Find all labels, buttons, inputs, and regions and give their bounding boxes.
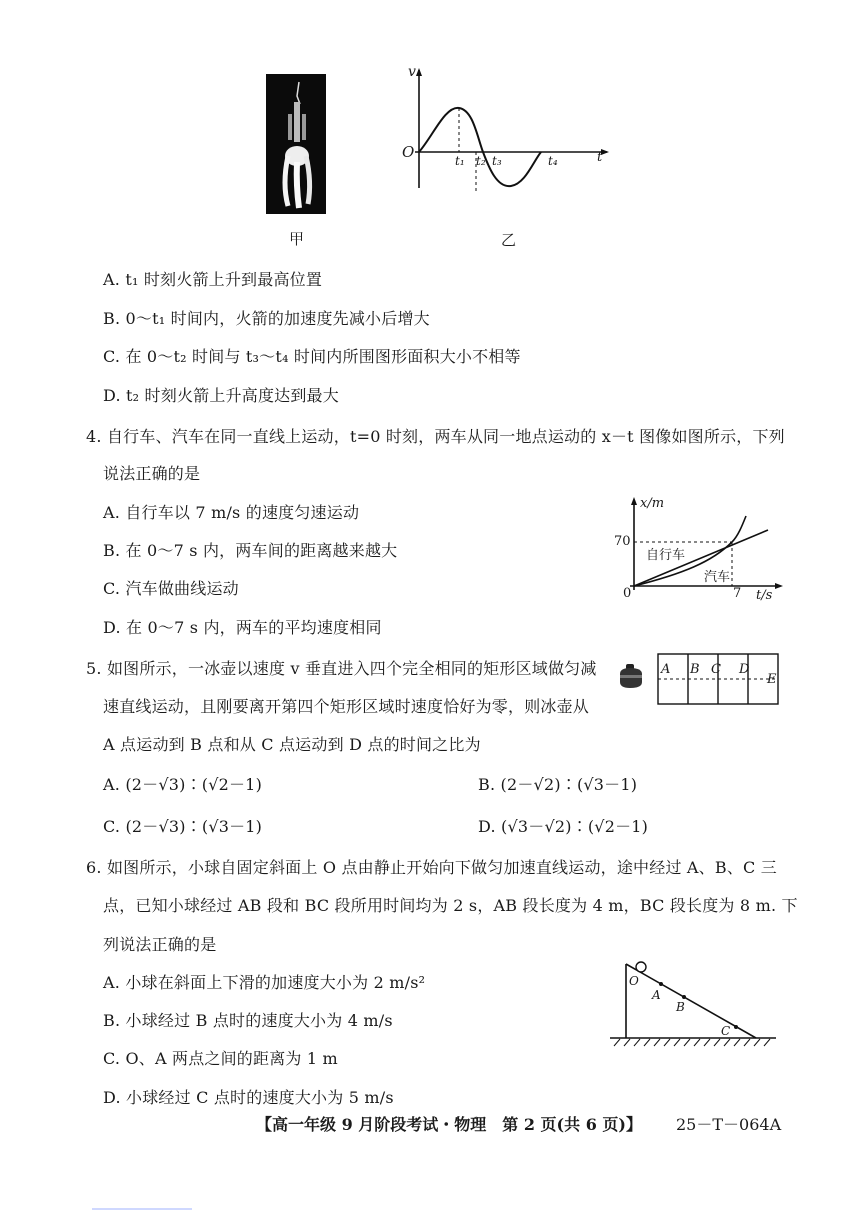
xt-origin: 0 xyxy=(623,586,632,601)
incline-figure xyxy=(610,958,780,1052)
caption-yi: 乙 xyxy=(501,231,517,249)
q3-option-b: B. 0～t₁ 时间内，火箭的加速度先减小后增大 xyxy=(103,309,430,328)
rocket-photo xyxy=(266,74,326,214)
xt-xtick-7: 7 xyxy=(733,586,742,601)
curling-label-c: C xyxy=(711,662,721,677)
xt-ylabel: x/m xyxy=(640,496,665,511)
xt-xlabel: t/s xyxy=(756,588,773,603)
vt-curve xyxy=(419,108,541,186)
incline-label-a: A xyxy=(652,988,661,1002)
xt-ytick-70: 70 xyxy=(614,534,631,549)
vt-t4-label: t₄ xyxy=(548,154,558,168)
q6-stem-line1: 6. 如图所示，小球自固定斜面上 O 点由静止开始向下做匀加速直线运动，途中经过 A、B、C 三 xyxy=(86,858,777,877)
q5-option-d: D. (√3－√2)∶(√2－1) xyxy=(478,817,649,836)
curling-label-d: D xyxy=(739,662,750,677)
caption-jia: 甲 xyxy=(289,230,305,248)
vt-t1-label: t₁ xyxy=(455,154,465,168)
q4-option-a: A. 自行车以 7 m/s 的速度匀速运动 xyxy=(103,503,360,522)
q6-stem-line3: 列说法正确的是 xyxy=(103,935,217,954)
curling-label-e: E xyxy=(767,672,777,687)
q5-stem-line2: 速直线运动，且刚要离开第四个矩形区域时速度恰好为零，则冰壶从 xyxy=(103,697,590,716)
xt-car-label: 汽车 xyxy=(704,570,731,585)
q4-option-b: B. 在 0～7 s 内，两车间的距离越来越大 xyxy=(103,541,398,560)
q3-option-a: A. t₁ 时刻火箭上升到最高位置 xyxy=(103,270,323,289)
q6-option-d: D. 小球经过 C 点时的速度大小为 5 m/s xyxy=(103,1088,394,1107)
xt-bike-label: 自行车 xyxy=(646,548,686,563)
vt-origin-label: O xyxy=(402,143,415,161)
scan-artifact-line xyxy=(92,1208,192,1210)
q4-stem-line1: 4. 自行车、汽车在同一直线上运动，t=0 时刻，两车从同一地点运动的 x－t 图像如图所示，下列 xyxy=(86,427,785,446)
ball xyxy=(636,962,646,972)
q4-option-c: C. 汽车做曲线运动 xyxy=(103,579,239,598)
vt-graph xyxy=(395,66,615,196)
vt-t2-label: t₂ xyxy=(476,154,486,168)
q6-option-c: C. O、A 两点之间的距离为 1 m xyxy=(103,1049,338,1068)
incline-label-o: O xyxy=(629,974,639,988)
q6-option-a: A. 小球在斜面上下滑的加速度大小为 2 m/s² xyxy=(103,973,426,992)
incline-label-c: C xyxy=(721,1024,731,1038)
vt-t3-label: t₃ xyxy=(492,154,502,168)
q5-option-b: B. (2－√2)∶(√3－1) xyxy=(478,775,638,794)
incline-label-b: B xyxy=(676,1000,685,1014)
q6-stem-line2: 点，已知小球经过 AB 段和 BC 段所用时间均为 2 s，AB 段长度为 4 m，BC 段长度为 8 m. 下 xyxy=(103,896,798,915)
page-footer-code: 25－T－064A xyxy=(676,1115,782,1134)
q6-option-b: B. 小球经过 B 点时的速度大小为 4 m/s xyxy=(103,1011,393,1030)
q4-option-d: D. 在 0～7 s 内，两车的平均速度相同 xyxy=(103,618,382,637)
q3-option-d: D. t₂ 时刻火箭上升高度达到最大 xyxy=(103,386,339,405)
q4-stem-line2: 说法正确的是 xyxy=(103,464,201,483)
q5-option-a: A. (2－√3)∶(√2－1) xyxy=(103,775,263,794)
page-footer-title: 【高一年级 9 月阶段考试・物理 第 2 页(共 6 页)】 xyxy=(256,1115,642,1134)
q5-option-c: C. (2－√3)∶(√3－1) xyxy=(103,817,263,836)
curling-figure xyxy=(614,652,782,708)
curling-stone-icon xyxy=(620,664,642,688)
q3-option-c: C. 在 0～t₂ 时间与 t₃～t₄ 时间内所围图形面积大小不相等 xyxy=(103,347,521,366)
curling-label-b: B xyxy=(690,662,700,677)
q5-stem-line3: A 点运动到 B 点和从 C 点运动到 D 点的时间之比为 xyxy=(103,735,481,754)
curling-label-a: A xyxy=(661,662,671,677)
vt-t-label: t xyxy=(597,150,603,165)
q5-stem-line1: 5. 如图所示，一冰壶以速度 v 垂直进入四个完全相同的矩形区域做匀减 xyxy=(86,659,597,678)
vt-v-label: v xyxy=(408,64,416,80)
